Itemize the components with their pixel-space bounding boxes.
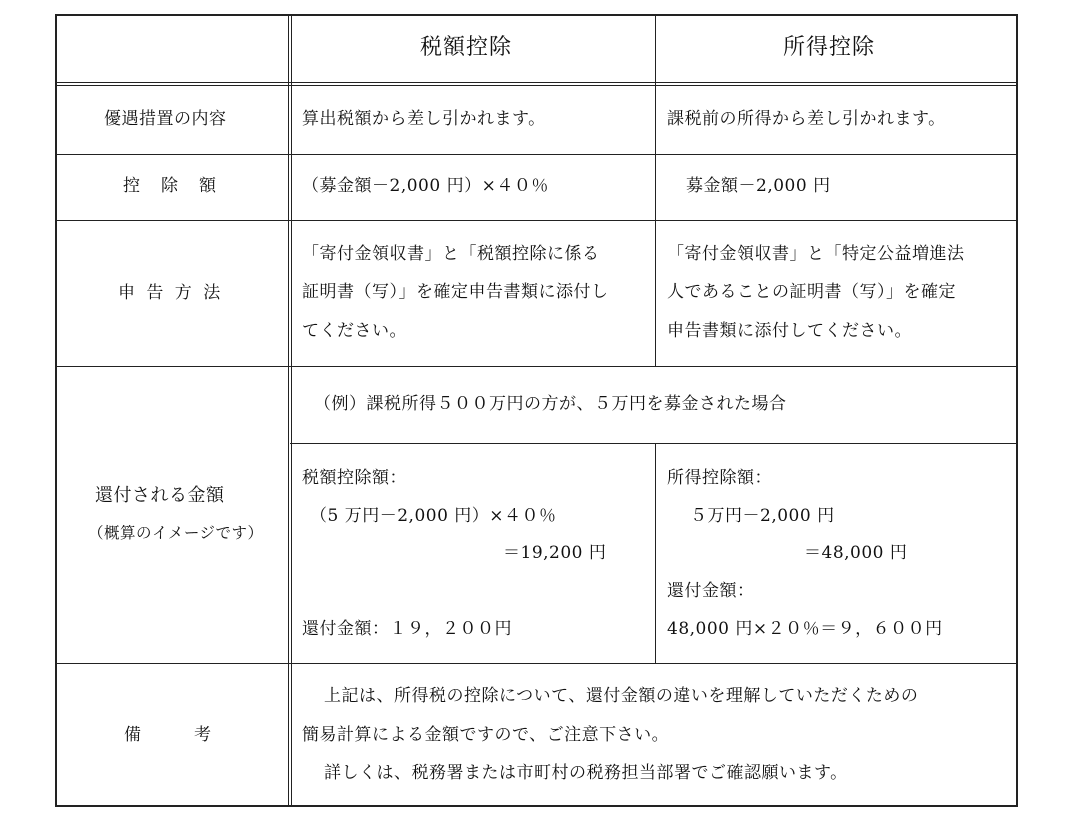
filing-income-deduction-line: 「寄付金領収書」と「特定公益増進法 xyxy=(667,244,965,264)
filing-income-deduction-line: 人であることの証明書（写）」を確定 xyxy=(667,282,956,302)
refund-tax-credit-title: 税額控除額： xyxy=(302,468,407,488)
col-divider xyxy=(655,443,656,664)
refund-example: （例）課税所得５００万円の方が、５万円を募金された場合 xyxy=(314,394,787,414)
refund-tax-credit-result: ＝19,200 円 xyxy=(503,543,607,563)
filing-income-deduction-line: 申告書類に添付してください。 xyxy=(667,321,912,341)
row-divider xyxy=(55,82,1018,83)
treatment-income-deduction: 課税前の所得から差し引かれます。 xyxy=(667,109,946,129)
remarks-line: 詳しくは、税務署または市町村の税務担当部署でご確認願います。 xyxy=(324,763,848,783)
col-divider xyxy=(291,14,292,807)
row-label-refund: 還付される金額 xyxy=(95,485,225,506)
filing-tax-credit-line: 証明書（写）」を確定申告書類に添付し xyxy=(302,282,609,302)
table-border-right xyxy=(1016,14,1018,807)
row-divider xyxy=(55,154,1018,155)
refund-income-deduction-title: 所得控除額： xyxy=(667,468,772,488)
row-label-filing: 申 告 方 法 xyxy=(118,283,224,303)
row-sublabel-refund: （概算のイメージです） xyxy=(88,524,264,542)
header-income-deduction: 所得控除 xyxy=(783,35,876,60)
table-border-bottom xyxy=(55,805,1018,807)
row-divider xyxy=(55,85,1018,86)
row-divider xyxy=(55,366,1018,367)
row-divider xyxy=(55,663,1018,664)
remarks-line: 簡易計算による金額ですので、ご注意下さい。 xyxy=(302,725,670,745)
remarks-line: 上記は、所得税の控除について、還付金額の違いを理解していただくための xyxy=(324,686,919,706)
refund-income-deduction-result: ＝48,000 円 xyxy=(804,543,908,563)
refund-income-deduction-amount: 48,000 円×２０％＝９，６００円 xyxy=(667,619,943,639)
table-border-top xyxy=(55,14,1018,16)
table-border-left xyxy=(55,14,57,807)
filing-tax-credit-line: てください。 xyxy=(302,321,407,341)
row-label-treatment: 優遇措置の内容 xyxy=(104,109,227,129)
col-divider xyxy=(655,14,656,367)
refund-tax-credit-formula: （5 万円－2,000 円）×４０％ xyxy=(310,506,557,526)
row-divider xyxy=(290,443,1018,444)
header-tax-credit: 税額控除 xyxy=(420,35,513,60)
deduction-income-deduction: 募金額－2,000 円 xyxy=(686,176,831,196)
refund-income-deduction-formula: ５万円－2,000 円 xyxy=(690,506,835,526)
filing-tax-credit-line: 「寄付金領収書」と「税額控除に係る xyxy=(302,244,600,264)
treatment-tax-credit: 算出税額から差し引かれます。 xyxy=(302,109,546,129)
deduction-tax-credit: （募金額－2,000 円）×４０％ xyxy=(302,176,549,196)
col-divider xyxy=(288,14,289,807)
row-label-remarks: 備 考 xyxy=(124,725,212,745)
row-divider xyxy=(55,220,1018,221)
refund-tax-credit-amount: 還付金額：１９，２００円 xyxy=(302,619,512,639)
row-label-deduction: 控 除 額 xyxy=(123,176,218,196)
refund-income-deduction-amount-title: 還付金額： xyxy=(667,581,755,601)
